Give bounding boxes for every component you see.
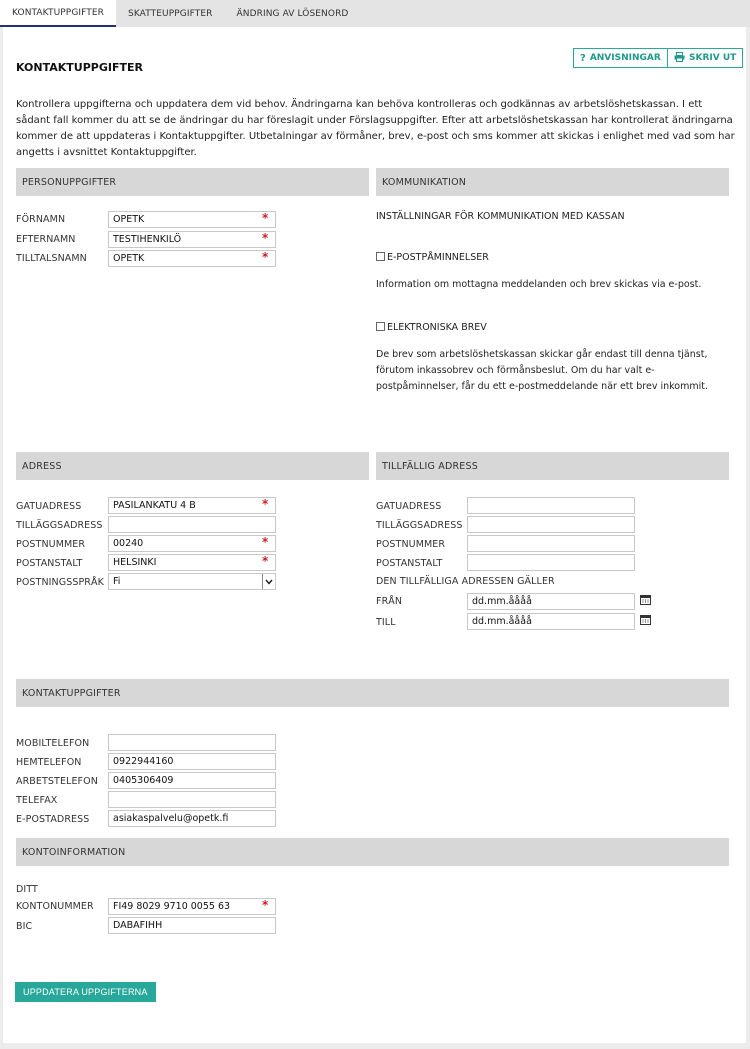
first-name-field[interactable]: OPETK bbox=[108, 211, 276, 228]
tab-bar bbox=[0, 0, 750, 27]
printer-icon bbox=[674, 52, 685, 65]
help-button[interactable] bbox=[573, 48, 668, 68]
last-name-field[interactable]: TESTIHENKILÖ bbox=[108, 231, 276, 248]
first-name-label: FÖRNAMN bbox=[16, 214, 66, 225]
postcode-field[interactable]: 00240 bbox=[108, 535, 276, 552]
mail-language-select[interactable] bbox=[108, 573, 276, 590]
required-marker: * bbox=[262, 898, 269, 912]
required-marker: * bbox=[262, 554, 269, 568]
electronic-letters-checkbox[interactable] bbox=[376, 322, 385, 331]
chevron-down-icon bbox=[262, 574, 275, 589]
communication-section-header: KOMMUNIKATION bbox=[376, 168, 729, 196]
email-reminders-option[interactable] bbox=[376, 250, 489, 266]
calendar-icon[interactable] bbox=[640, 594, 651, 608]
postcode-label: POSTNUMMER bbox=[16, 539, 86, 550]
home-phone-label: HEMTELEFON bbox=[16, 757, 82, 768]
from-date-field[interactable]: dd.mm.åååå bbox=[467, 593, 635, 610]
calendar-icon[interactable] bbox=[640, 614, 651, 628]
help-label: ANVISNINGAR bbox=[589, 53, 661, 63]
call-name-label: TILLTALSNAMN bbox=[16, 253, 87, 264]
temp-extra-field[interactable] bbox=[467, 516, 635, 533]
fax-field[interactable] bbox=[108, 791, 276, 808]
account-number-label-line2: KONTONUMMER bbox=[16, 901, 94, 912]
to-date-field[interactable]: dd.mm.åååå bbox=[467, 613, 635, 630]
content-panel bbox=[3, 27, 746, 1043]
temp-postcode-field[interactable] bbox=[467, 535, 635, 552]
from-label: FRÅN bbox=[376, 596, 403, 607]
account-number-field[interactable]: FI49 8029 9710 0055 63 bbox=[108, 898, 276, 915]
temp-city-field[interactable] bbox=[467, 554, 635, 571]
tab-contact-info[interactable]: KONTAKTUPPGIFTER bbox=[0, 0, 116, 27]
mail-language-value: Fi bbox=[113, 576, 121, 587]
tab-change-password[interactable]: ÄNDRING AV LÖSENORD bbox=[236, 8, 349, 19]
electronic-letters-description: De brev som arbetslöshetskassan skickar går endast till denna tjänst, förutom inkassobrev och förmånsbeslut. Om du har valt e-postpåminnelser, får du ett e-postmeddelande när ett brev inkommit. bbox=[376, 349, 708, 392]
temp-street-field[interactable] bbox=[467, 497, 635, 514]
to-label: TILL bbox=[376, 617, 396, 628]
account-number-label-line1: DITT bbox=[16, 884, 38, 895]
mobile-field[interactable] bbox=[108, 734, 276, 751]
page-title: KONTAKTUPPGIFTER bbox=[16, 61, 143, 74]
communication-settings-title: INSTÄLLNINGAR FÖR KOMMUNIKATION MED KASSAN bbox=[376, 211, 625, 222]
home-phone-field[interactable]: 0922944160 bbox=[108, 753, 276, 770]
question-icon: ? bbox=[580, 52, 586, 64]
email-reminders-checkbox[interactable] bbox=[376, 252, 385, 261]
temp-valid-label: DEN TILLFÄLLIGA ADRESSEN GÄLLER bbox=[376, 576, 555, 587]
street-label: GATUADRESS bbox=[16, 501, 82, 512]
last-name-label: EFTERNAMN bbox=[16, 234, 76, 245]
call-name-field[interactable]: OPETK bbox=[108, 250, 276, 267]
tab-tax-info[interactable]: SKATTEUPPGIFTER bbox=[128, 8, 213, 19]
print-button[interactable] bbox=[667, 48, 743, 68]
temp-postcode-label: POSTNUMMER bbox=[376, 539, 446, 550]
street-field[interactable]: PASILANKATU 4 B bbox=[108, 497, 276, 514]
required-marker: * bbox=[262, 497, 269, 511]
email-field[interactable]: asiakaspalvelu@opetk.fi bbox=[108, 810, 276, 827]
required-marker: * bbox=[262, 535, 269, 549]
email-reminders-label: E-POSTPÅMINNELSER bbox=[387, 252, 489, 263]
extra-address-field[interactable] bbox=[108, 516, 276, 533]
temp-address-section-header: TILLFÄLLIG ADRESS bbox=[376, 452, 729, 480]
email-reminders-description: Information om mottagna meddelanden och brev skickas via e-post. bbox=[376, 279, 702, 290]
account-section-header: KONTOINFORMATION bbox=[16, 838, 729, 866]
temp-street-label: GATUADRESS bbox=[376, 501, 442, 512]
personal-section-header: PERSONUPPGIFTER bbox=[16, 168, 369, 196]
email-label: E-POSTADRESS bbox=[16, 814, 90, 825]
work-phone-field[interactable]: 0405306409 bbox=[108, 772, 276, 789]
required-marker: * bbox=[262, 211, 269, 225]
extra-address-label: TILLÄGGSADRESS bbox=[16, 520, 103, 531]
contact-section-header: KONTAKTUPPGIFTER bbox=[16, 679, 729, 707]
address-section-header: ADRESS bbox=[16, 452, 369, 480]
electronic-letters-option[interactable] bbox=[376, 320, 487, 336]
required-marker: * bbox=[262, 231, 269, 245]
fax-label: TELEFAX bbox=[16, 795, 58, 806]
temp-extra-label: TILLÄGGSADRESS bbox=[376, 520, 463, 531]
bic-label: BIC bbox=[16, 921, 33, 932]
electronic-letters-label: ELEKTRONISKA BREV bbox=[387, 322, 487, 333]
work-phone-label: ARBETSTELEFON bbox=[16, 776, 98, 787]
temp-city-label: POSTANSTALT bbox=[376, 558, 443, 569]
required-marker: * bbox=[262, 250, 269, 264]
mobile-label: MOBILTELEFON bbox=[16, 738, 90, 749]
bic-field[interactable]: DABAFIHH bbox=[108, 917, 276, 934]
mail-language-label: POSTNINGSSPRÅK bbox=[16, 577, 104, 588]
city-field[interactable]: HELSINKI bbox=[108, 554, 276, 571]
update-details-button[interactable]: UPPDATERA UPPGIFTERNA bbox=[15, 982, 156, 1002]
intro-text: Kontrollera uppgifterna och uppdatera dem vid behov. Ändringarna kan behöva kontrolleras och godkännas av arbetslöshetskassan. I ett sådant fall kommer du att se de ändringar du har föreslagit under Förslagsuppgifter. Efter att arbetslöshetskassan har kontrollerat ändringarna kommer de att uppdateras i Kontaktuppgifter. Utbetalningar av förmåner, brev, e-post och sms kommer att skickas i enlighet med vad som har angetts i avsnittet Kontaktuppgifter. bbox=[16, 99, 735, 158]
print-label: SKRIV UT bbox=[689, 53, 737, 63]
city-label: POSTANSTALT bbox=[16, 558, 83, 569]
